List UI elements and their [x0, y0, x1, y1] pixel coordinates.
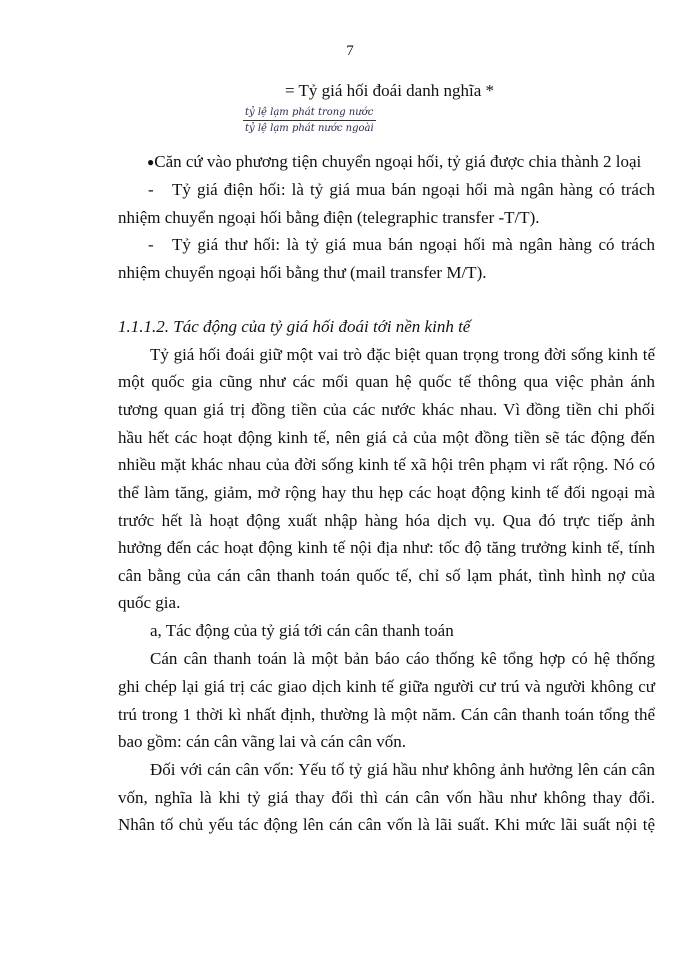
para1-line: Tỷ giá hối đoái giữ một vai trò đặc biệt quan trọng trong đời sống kinh tế	[150, 345, 655, 364]
bullet-line	[147, 152, 657, 172]
formula-denominator: tỷ lệ lạm phát nước ngoài	[245, 123, 374, 134]
para1-line: hầu hết các hoạt động kinh tế, nên giá cả của một đồng tiền sẽ tác động đến	[118, 428, 655, 447]
para2-line: Cán cân thanh toán là một bản báo cáo thống kê tổng hợp có hệ thống	[150, 649, 655, 668]
bullet-icon: ●	[147, 155, 155, 169]
dash-icon: -	[148, 235, 154, 254]
para2-line: bao gồm: cán cân vãng lai và cán cân vốn.	[118, 732, 406, 751]
item2-line2: nhiệm chuyển ngoại hối bằng thư (mail transfer M/T).	[118, 263, 487, 282]
para1-line: tương quan giá trị đồng tiền của các nước khác nhau. Vì đồng tiền chi phối	[118, 400, 655, 419]
item1-line1: - Tỷ giá điện hối: là tỷ giá mua bán ngoại hối mà ngân hàng có trách	[118, 180, 655, 200]
para1-line: nhiều mặt khác nhau của đời sống kinh tế xã hội trên phạm vi rất rộng. Nó có	[118, 455, 655, 474]
item2-line1: - Tỷ giá thư hối: là tỷ giá mua bán ngoại hối mà ngân hàng có trách	[118, 235, 655, 255]
para2-line: ghi chép lại giá trị các giao dịch kinh tế giữa người cư trú và người không cư	[118, 677, 655, 696]
section-heading: 1.1.1.2. Tác động của tỷ giá hối đoái tới nền kinh tế	[118, 317, 471, 336]
dash-icon: -	[148, 180, 154, 199]
item1-line2: nhiệm chuyển ngoại hối bằng điện (telegraphic transfer -T/T).	[118, 208, 540, 227]
para1-line: thể làm tăng, giảm, mở rộng hay thu hẹp các hoạt động kinh tế đối ngoại mà	[118, 483, 655, 502]
page-number: 7	[346, 43, 354, 59]
para1-line: quốc gia.	[118, 593, 181, 612]
sub-heading: a, Tác động của tỷ giá tới cán cân thanh toán	[150, 621, 454, 640]
para2-line: trú trong 1 thời kì nhất định, thường là một năm. Cán cân thanh toán tổng thể	[118, 705, 655, 724]
para1-line: hưởng đến các hoạt động kinh tế nội địa như: tốc độ tăng trưởng kinh tế, tính	[118, 538, 655, 557]
formula-numerator: tỷ lệ lạm phát trong nước	[243, 107, 376, 121]
para3-line: Đối với cán cân vốn: Yếu tố tỷ giá hầu như không ảnh hưởng lên cán cân	[150, 760, 655, 779]
formula-main: = Tỷ giá hối đoái danh nghĩa *	[285, 81, 494, 100]
para1-line: cân bằng của cán cân thanh toán quốc tế, chỉ số lạm phát, tình hình nợ của	[118, 566, 655, 585]
para1-line: một quốc gia cũng như các mối quan hệ quốc tế thông qua việc phản ánh	[118, 372, 655, 391]
bullet-text: Căn cứ vào phương tiện chuyển ngoại hối, tỷ giá được chia thành 2 loại	[154, 152, 642, 171]
formula-fraction	[243, 107, 376, 134]
para3-line: Nhân tố chủ yếu tác động lên cán cân vốn là lãi suất. Khi mức lãi suất nội tệ	[118, 815, 655, 834]
para3-line: vốn, nghĩa là khi tỷ giá thay đổi thì cán cân vốn hầu như không thay đổi.	[118, 788, 655, 807]
para1-line: trước hết là hoạt động xuất nhập hàng hóa dịch vụ. Qua đó trực tiếp ảnh	[118, 511, 655, 530]
